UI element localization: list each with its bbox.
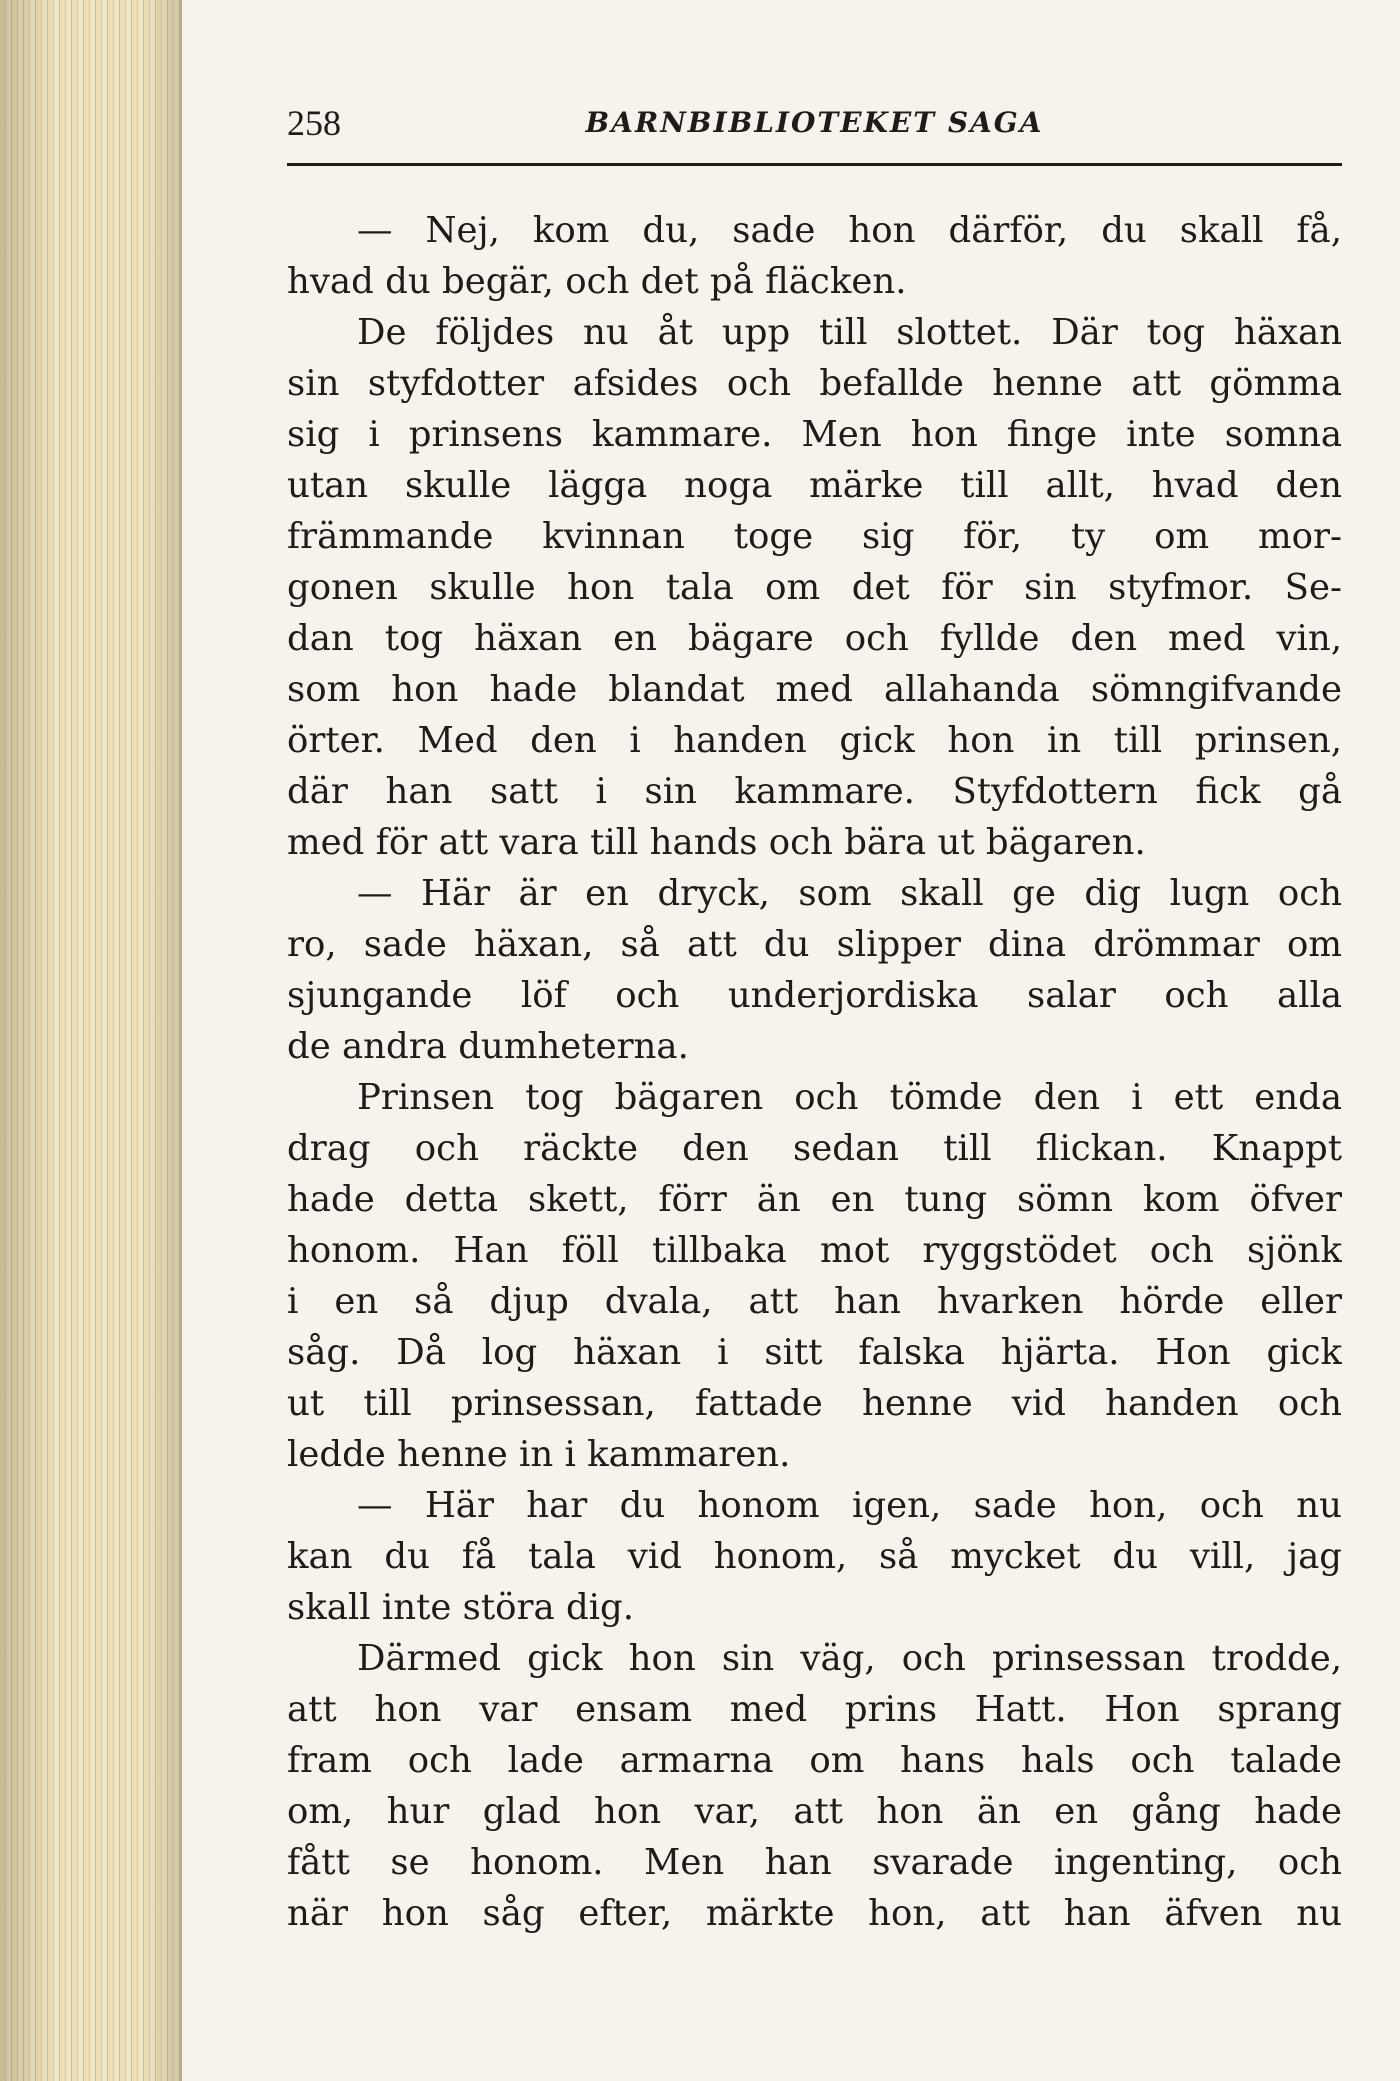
text-line: främmande kvinnan toge sig för, ty om mor- — [287, 516, 1342, 557]
running-head: BARNBIBLIOTEKET SAGA — [585, 106, 1044, 139]
text-line: — Här har du honom igen, sade hon, och nu — [357, 1485, 1342, 1526]
text-line: sin styfdotter afsides och befallde henne att gömma — [287, 363, 1342, 404]
text-line: utan skulle lägga noga märke till allt, hvad den — [287, 465, 1342, 506]
text-line: om, hur glad hon var, att hon än en gång hade — [287, 1791, 1342, 1832]
text-line: fått se honom. Men han svarade ingenting, och — [287, 1842, 1342, 1883]
text-line: Prinsen tog bägaren och tömde den i ett enda — [357, 1077, 1342, 1118]
text-line: att hon var ensam med prins Hatt. Hon sprang — [287, 1689, 1342, 1730]
header-rule — [287, 163, 1342, 166]
text-line: honom. Han föll tillbaka mot ryggstödet och sjönk — [287, 1230, 1342, 1271]
text-line: — Nej, kom du, sade hon därför, du skall få, — [357, 210, 1342, 251]
text-line: drag och räckte den sedan till flickan. Knappt — [287, 1128, 1342, 1169]
text-line: som hon hade blandat med allahanda sömngifvande — [287, 669, 1342, 710]
text-line: sig i prinsens kammare. Men hon finge inte somna — [287, 414, 1342, 455]
text-line: sjungande löf och underjordiska salar och alla — [287, 975, 1342, 1016]
text-line: De följdes nu åt upp till slottet. Där tog häxan — [357, 312, 1342, 353]
text-line: gonen skulle hon tala om det för sin styfmor. Se- — [287, 567, 1342, 608]
body-text — [287, 205, 1342, 1939]
book-page-edges — [0, 0, 182, 2081]
text-line: där han satt i sin kammare. Styfdottern fick gå — [287, 771, 1342, 812]
text-line: skall inte störa dig. — [287, 1587, 635, 1628]
page-header — [287, 98, 1342, 148]
text-line: hade detta skett, förr än en tung sömn kom öfver — [287, 1179, 1342, 1220]
text-line: ro, sade häxan, så att du slipper dina drömmar om — [287, 924, 1342, 965]
text-line: de andra dumheterna. — [287, 1026, 689, 1067]
text-line: örter. Med den i handen gick hon in till prinsen, — [287, 720, 1342, 761]
text-line: i en så djup dvala, att han hvarken hörde eller — [287, 1281, 1342, 1322]
text-line: dan tog häxan en bägare och fyllde den med vin, — [287, 618, 1342, 659]
text-line: fram och lade armarna om hans hals och talade — [287, 1740, 1342, 1781]
text-line: ut till prinsessan, fattade henne vid handen och — [287, 1383, 1342, 1424]
text-line: ledde henne in i kammaren. — [287, 1434, 791, 1475]
page-number: 258 — [287, 103, 341, 143]
text-line: med för att vara till hands och bära ut bägaren. — [287, 822, 1146, 863]
text-line: när hon såg efter, märkte hon, att han äfven nu — [287, 1893, 1342, 1934]
text-line: Därmed gick hon sin väg, och prinsessan trodde, — [357, 1638, 1342, 1679]
book-page — [182, 0, 1400, 2081]
text-line: kan du få tala vid honom, så mycket du vill, jag — [287, 1536, 1342, 1577]
text-line: såg. Då log häxan i sitt falska hjärta. Hon gick — [287, 1332, 1342, 1373]
text-line: hvad du begär, och det på fläcken. — [287, 261, 907, 302]
text-line: — Här är en dryck, som skall ge dig lugn och — [357, 873, 1342, 914]
